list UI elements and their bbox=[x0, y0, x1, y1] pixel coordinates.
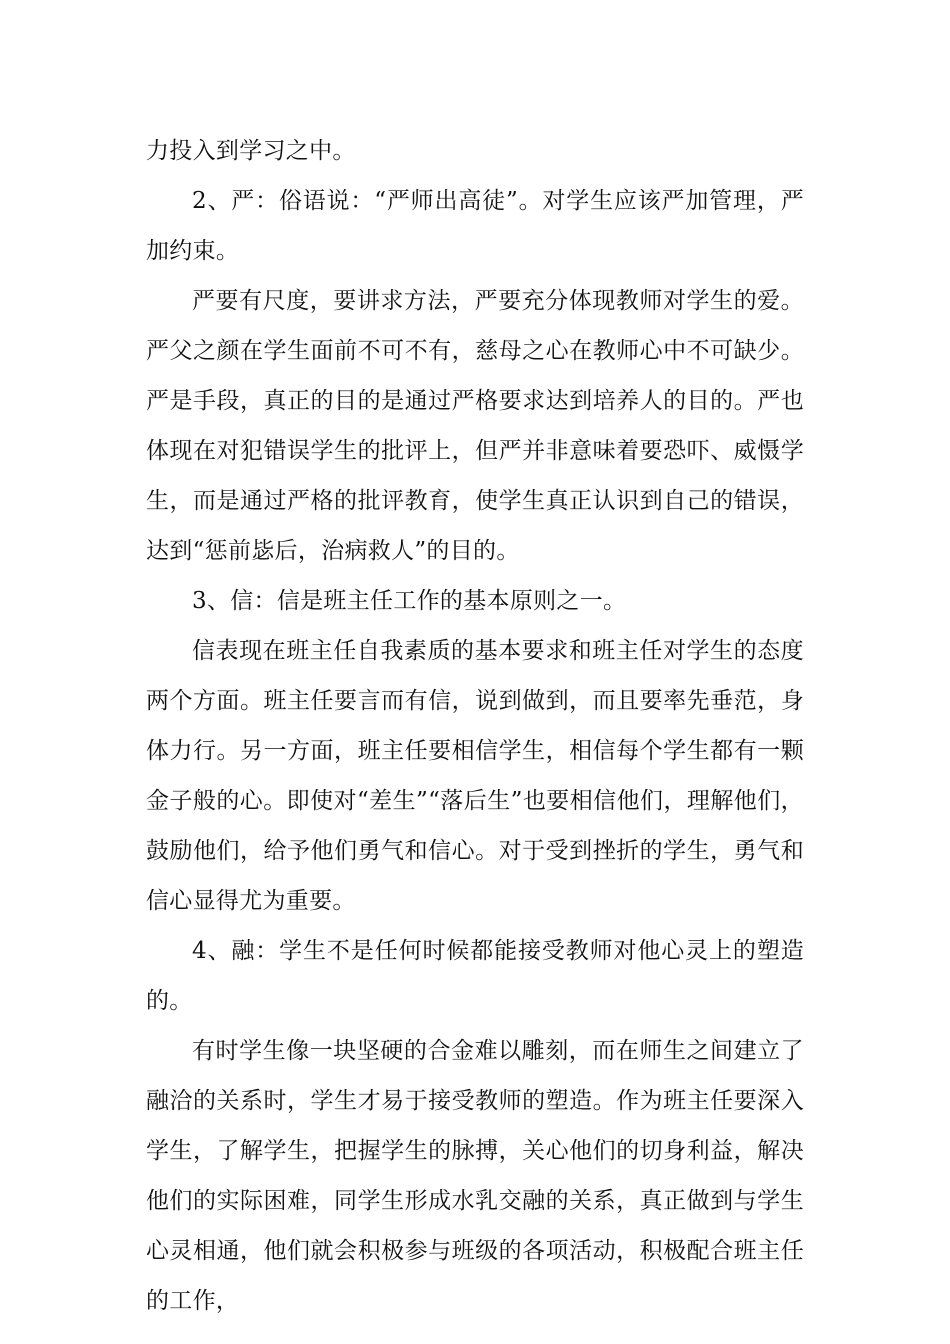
paragraph-harmony-heading: 4、融：学生不是任何时候都能接受教师对他心灵上的塑造的。 bbox=[146, 938, 804, 1014]
paragraph-harmony-body: 有时学生像一块坚硬的合金难以雕刻，而在师生之间建立了融洽的关系时，学生才易于接受教师的塑造。作为班主任要深入学生，了解学生，把握学生的脉搏，关心他们的切身利益，解决他们的实际困难，同学生形成水乳交融的关系，真正做到与学生心灵相通，他们就会积极参与班级的各项活动，积极配合班主任的工作， bbox=[146, 1038, 804, 1314]
paragraph-continuation: 力投入到学习之中。 bbox=[146, 138, 356, 164]
paragraph-trust-body: 信表现在班主任自我素质的基本要求和班主任对学生的态度两个方面。班主任要言而有信，说到做到，而且要率先垂范，身体力行。另一方面，班主任要相信学生，相信每个学生都有一颗金子般的心。即使对“差生”“落后生”也要相信他们，理解他们，鼓励他们，给予他们勇气和信心。对于受到挫折的学生，勇气和信心显得尤为重要。 bbox=[146, 638, 804, 914]
paragraph-strict-heading: 2、严：俗语说：“严师出高徒”。对学生应该严加管理，严加约束。 bbox=[146, 188, 804, 264]
document-body bbox=[146, 126, 804, 1326]
paragraph-strict-body: 严要有尺度，要讲求方法，严要充分体现教师对学生的爱。严父之颜在学生面前不可不有，慈母之心在教师心中不可缺少。严是手段，真正的目的是通过严格要求达到培养人的目的。严也体现在对犯错误学生的批评上，但严并非意味着要恐吓、威慑学生，而是通过严格的批评教育，使学生真正认识到自己的错误，达到“惩前毖后，治病救人”的目的。 bbox=[146, 288, 804, 564]
paragraph-trust-heading: 3、信：信是班主任工作的基本原则之一。 bbox=[192, 588, 627, 614]
